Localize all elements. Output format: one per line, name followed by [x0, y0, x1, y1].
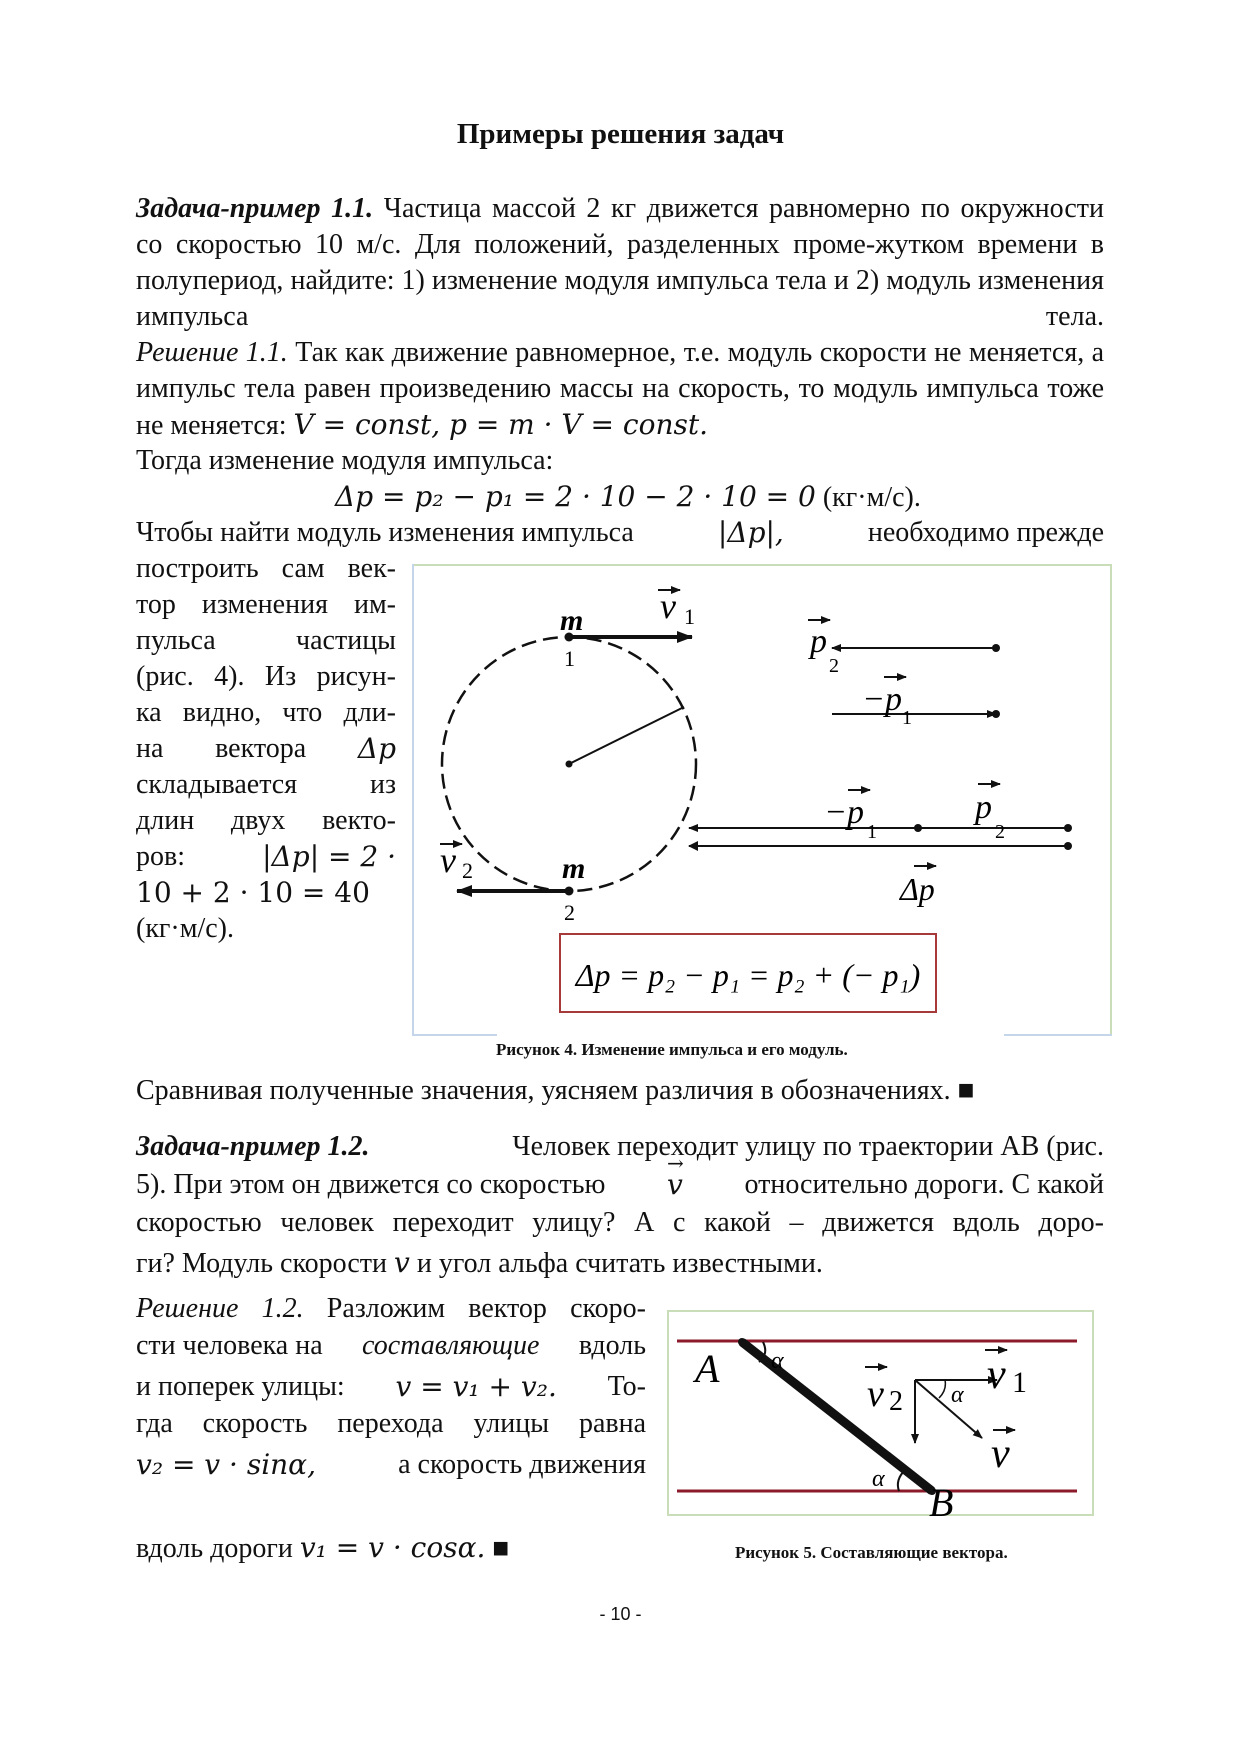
solution1-label: Решение 1.1.: [136, 337, 288, 368]
fig5-v2-label: v: [867, 1373, 884, 1415]
delta-formula-line: [335, 479, 921, 516]
task2-line2b: относительно дороги. С какой: [744, 1169, 1104, 1200]
sol2-last-formula: v₁ = v · cosα.: [299, 1531, 486, 1564]
m-top-label: m: [560, 604, 584, 637]
task2-line4b: и угол альфа считать известными.: [416, 1248, 823, 1279]
sol2-line: гда скорость перехода улицы равна: [136, 1408, 646, 1439]
side-word: на: [136, 733, 164, 764]
v2-sub: 2: [462, 858, 473, 883]
delta-formula: Δp = p₂ − p₁ = 2 · 10 − 2 · 10 = 0: [335, 480, 816, 513]
side-word: ров:: [136, 841, 185, 872]
v-resultant: [915, 1380, 982, 1438]
p2b-label: p: [975, 789, 992, 826]
minus-p1b-sub: 1: [867, 821, 877, 843]
speed-symbol: v: [394, 1246, 410, 1279]
sol2-last-a: вдоль дороги: [136, 1533, 293, 1564]
sol2-l5-formula: v₂ = v · sinα,: [136, 1448, 316, 1481]
delta-units: (кг·м/с).: [822, 482, 921, 513]
side-word: частицы: [296, 625, 396, 656]
velocity-symbol: → v: [667, 1167, 683, 1203]
sol2-l2c: вдоль: [578, 1330, 646, 1361]
side-line: [136, 623, 396, 659]
point-1-label: 1: [564, 646, 575, 671]
minus-p1-end-dot: [992, 710, 1000, 718]
task2-line: [136, 1129, 1104, 1165]
side-line: длин двух векто-: [136, 805, 396, 836]
fig5-v-label: v: [991, 1431, 1010, 1477]
p2b-sub: 2: [995, 821, 1005, 843]
sol2-l2a: сти человека на: [136, 1330, 323, 1361]
alpha-v: α: [951, 1382, 964, 1408]
box-formula: Δp = p₂ − p₁ = p₂ + (− p₁): [575, 957, 921, 993]
angle-arc-v: [939, 1380, 945, 1398]
figure5-caption: Рисунок 5. Составляющие вектора.: [735, 1543, 1008, 1562]
solution2-text: [136, 1290, 646, 1483]
task2-line: скоростью человек переходит улицу? А с какой – движется вдоль доро-: [136, 1207, 1104, 1238]
sol2-l3b: То-: [607, 1371, 646, 1402]
fig5-v2-sub: 2: [889, 1386, 903, 1417]
then-line: Тогда изменение модуля импульса:: [136, 445, 554, 476]
side-word: пульса: [136, 625, 216, 656]
junction-dot: [914, 824, 922, 832]
alpha-a: α: [771, 1348, 784, 1374]
task1-paragraph: [136, 191, 1104, 335]
find-line: [136, 515, 1104, 551]
task2-label: Задача-пример 1.2.: [136, 1131, 370, 1162]
task2-paragraph: [136, 1129, 1104, 1282]
side-line: 10 + 2 · 10 = 40: [136, 876, 370, 909]
solution1-text: Так как движение равномерное, т.е. модуль скорости не меняется, а импульс тела равен произведению массы на скорость, то модуль импульса тоже не меняется:: [136, 337, 1105, 441]
side-line: тор изменения им-: [136, 589, 396, 620]
figure4-caption: Рисунок 4. Изменение импульса и его модуль.: [496, 1040, 848, 1059]
minus-p1-sub: 1: [902, 707, 912, 729]
p2-sub: 2: [829, 655, 839, 677]
solution1-paragraph: [136, 335, 1104, 444]
fig5-v1-label: v: [987, 1352, 1006, 1398]
side-word: вектора: [215, 733, 307, 764]
minus-p1-label: −p: [862, 681, 902, 718]
page-title: Примеры решения задач: [456, 118, 785, 150]
radius-line: [569, 707, 684, 764]
side-word: из: [369, 769, 396, 800]
page-number: - 10 -: [599, 1604, 642, 1624]
dp-arrowhead: [688, 841, 698, 851]
sol2-last-b: ■: [492, 1533, 510, 1564]
task2-line4a: ги? Модуль скорости: [136, 1248, 388, 1279]
sol2-l1: Разложим вектор скоро-: [326, 1293, 646, 1324]
side-line: (рис. 4). Из рисун-: [136, 661, 396, 692]
p2-label: p: [810, 623, 827, 660]
side-line: [136, 731, 396, 767]
task2-line1: Человек переходит улицу по траектории АВ (рис.: [512, 1131, 1104, 1162]
side-line: [136, 839, 396, 875]
compare-line: Сравнивая полученные значения, уясняем различия в обозначениях. ■: [136, 1075, 975, 1106]
side-line: построить сам век-: [136, 553, 396, 584]
task1-label: Задача-пример 1.1.: [136, 193, 374, 224]
find-post: необходимо прежде: [867, 517, 1104, 548]
side-symbol: |Δp| = 2 ·: [262, 840, 396, 873]
sol2-l3-formula: v = v₁ + v₂.: [395, 1370, 557, 1403]
p2-start-dot: [992, 644, 1000, 652]
sol2-line: [136, 1290, 646, 1327]
find-symbol: |Δp|,: [717, 516, 784, 549]
figure5: [667, 1310, 1094, 1516]
p2-shifted-dot: [1064, 824, 1072, 832]
fig5-v1-sub: 1: [1012, 1366, 1027, 1399]
task2-line: [136, 1167, 1104, 1203]
figure4: [412, 564, 1112, 1039]
side-line: [136, 767, 396, 803]
dp-label: Δp: [900, 871, 935, 907]
solution2-label: Решение 1.2.: [136, 1293, 304, 1324]
sol2-line: [136, 1327, 646, 1364]
v2-label: v: [440, 840, 456, 880]
sol2-last-line: [136, 1530, 509, 1567]
label-b: B: [929, 1480, 954, 1516]
v1-sub: 1: [684, 604, 695, 629]
side-word: складывается: [136, 769, 298, 800]
side-line: (кг·м/с).: [136, 913, 234, 944]
minus-p1b-label: −p: [824, 794, 864, 831]
side-text: [136, 551, 396, 947]
sol2-l5b: а скорость движения: [398, 1449, 646, 1480]
side-symbol: Δp: [357, 732, 396, 765]
const-formula: V = const, p = m · V = const.: [293, 408, 709, 441]
task1-text: Частица массой 2 кг движется равномерно по окружности со скоростью 10 м/с. Для положений, разделенных проме-жутком времени в полупериод, найдите: 1) изменение модуля импульса тела и 2) модуль изменения импульса тела.: [136, 193, 1104, 332]
m-bottom-label: m: [562, 852, 586, 885]
task2-line2a: 5). При этом он движется со скоростью: [136, 1169, 606, 1200]
side-line: ка видно, что дли-: [136, 697, 396, 728]
sol2-l3a: и поперек улицы:: [136, 1371, 345, 1402]
label-a: A: [695, 1346, 720, 1391]
point-2-label: 2: [564, 900, 575, 925]
alpha-b: α: [872, 1466, 885, 1492]
sol2-l2b: составляющие: [362, 1330, 540, 1361]
point-a: [738, 1338, 746, 1346]
dp-end-dot: [1064, 842, 1072, 850]
sol2-line: [136, 1368, 646, 1405]
sol2-line: [136, 1446, 646, 1483]
v1-label: v: [660, 586, 676, 626]
find-pre: Чтобы найти модуль изменения импульса: [136, 517, 634, 548]
task2-line: [136, 1245, 1104, 1282]
